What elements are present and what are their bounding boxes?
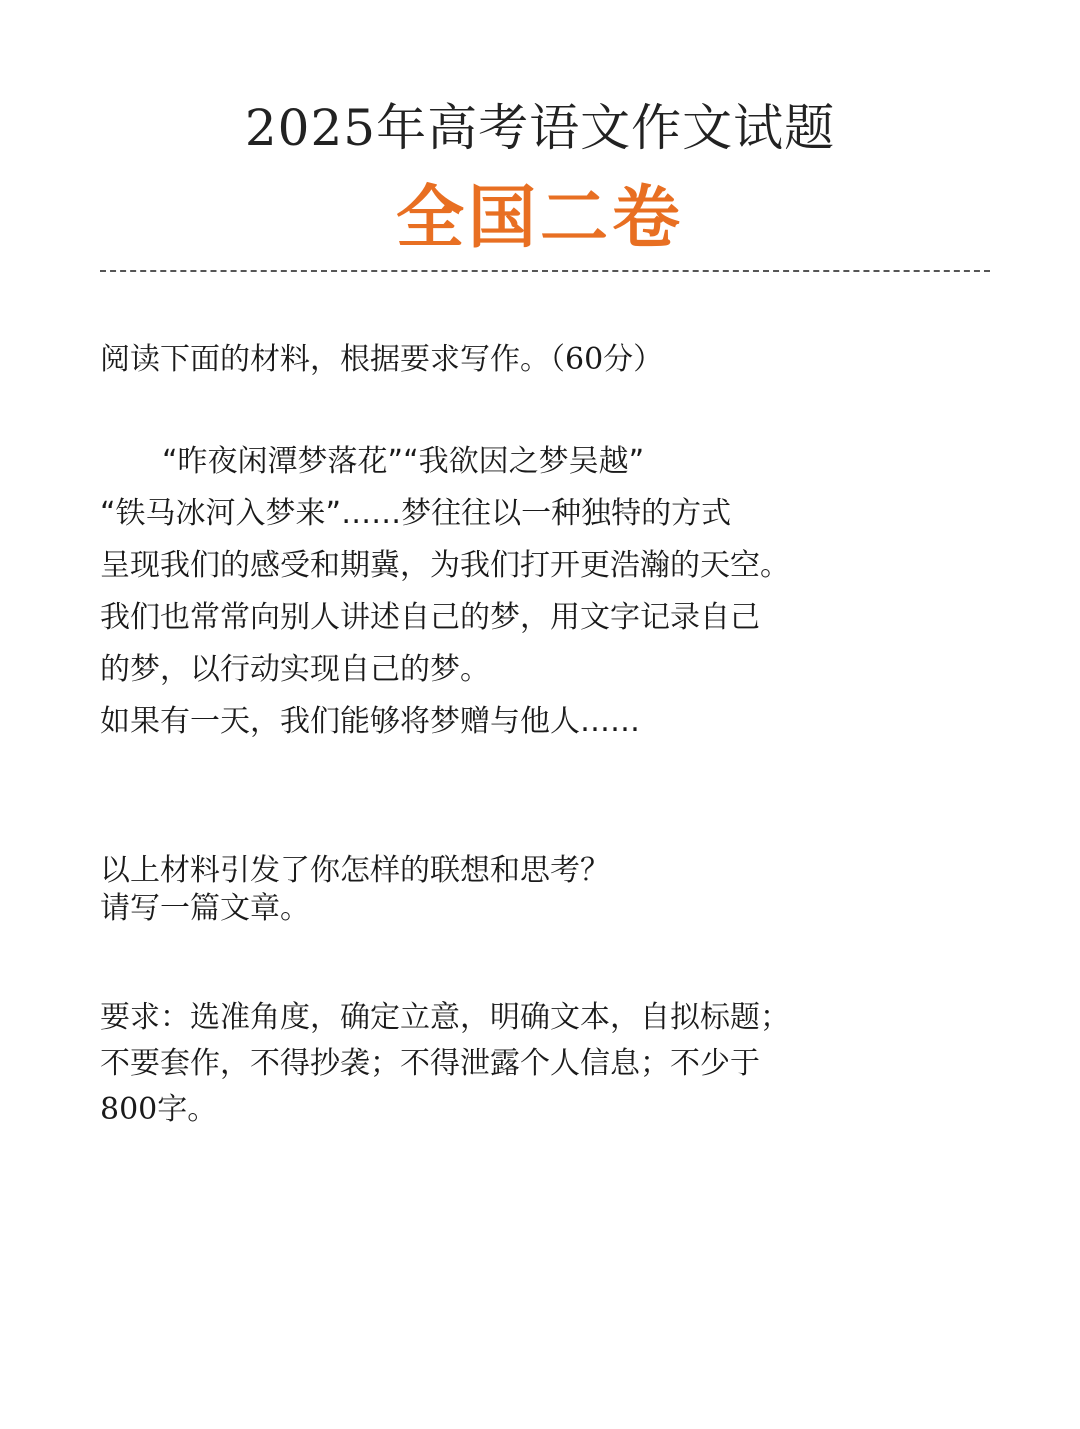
document-title: 2025年高考语文作文试题 xyxy=(244,99,836,157)
requirements-text xyxy=(100,995,790,1133)
question-line: 以上材料引发了你怎样的联想和思考？ xyxy=(100,853,610,888)
requirements-line: 800字。 xyxy=(100,1092,218,1127)
document-subtitle: 全国二卷 xyxy=(395,178,684,258)
requirements-line: 要求：选准角度，确定立意，明确文本，自拟标题； xyxy=(100,1000,790,1035)
question-prompt xyxy=(100,852,610,928)
material-line: 如果有一天，我们能够将梦赠与他人…… xyxy=(100,704,640,739)
dashed-divider xyxy=(100,270,990,272)
instruction-text: 阅读下面的材料，根据要求写作。（60分） xyxy=(100,342,664,377)
material-line: “铁马冰河入梦来”……梦往往以一种独特的方式 xyxy=(100,496,732,531)
material-line: 的梦，以行动实现自己的梦。 xyxy=(100,652,490,687)
material-line: 呈现我们的感受和期冀，为我们打开更浩瀚的天空。 xyxy=(100,548,790,583)
requirements-line: 不要套作，不得抄袭；不得泄露个人信息；不少于 xyxy=(100,1046,760,1081)
material-line: 我们也常常向别人讲述自己的梦，用文字记录自己 xyxy=(100,600,760,635)
question-line: 请写一篇文章。 xyxy=(100,891,310,926)
material-line: “昨夜闲潭梦落花”“我欲因之梦吴越” xyxy=(162,444,645,479)
material-passage xyxy=(100,436,980,748)
